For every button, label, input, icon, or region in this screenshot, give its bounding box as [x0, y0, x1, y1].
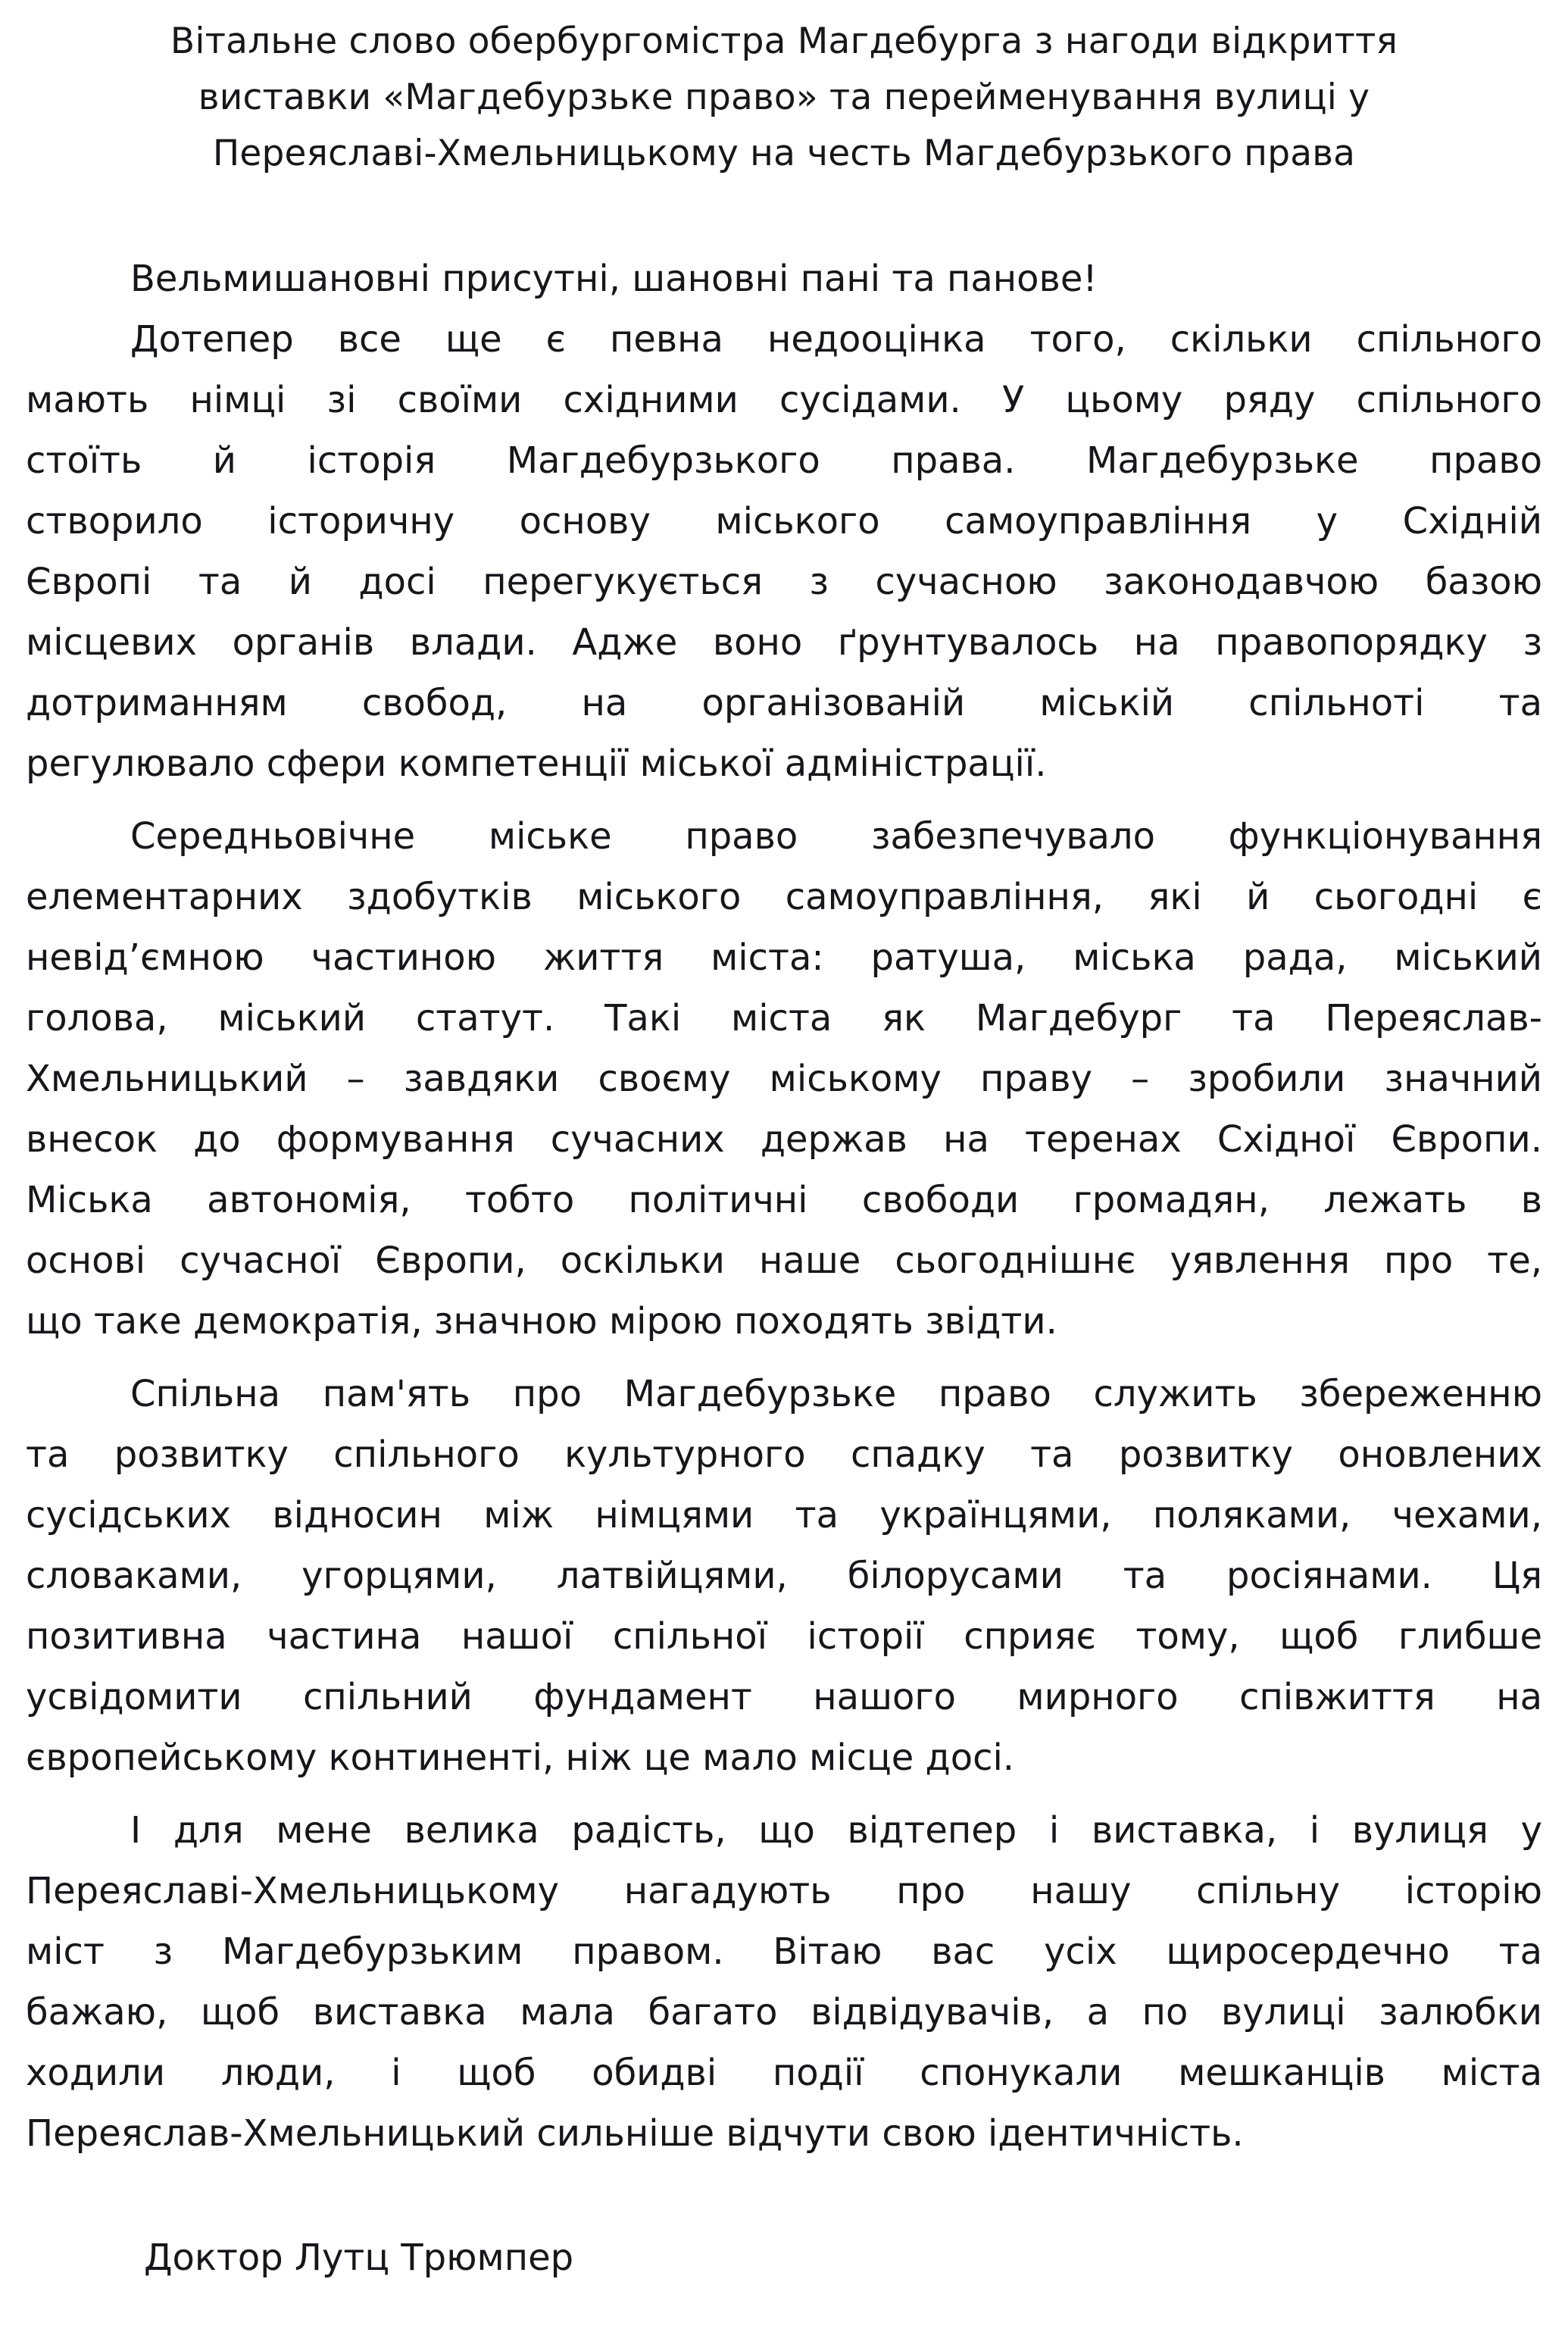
document-title: [0, 14, 1568, 182]
body-line: ходили люди, і щоб обидві події спонукали мешканців міста: [26, 2052, 1542, 2094]
body-line: Середньовічне міське право забезпечувало функціонування: [130, 815, 1542, 858]
body-line: регулювало сфери компетенції міської адміністрації.: [26, 742, 1047, 785]
body-line: І для мене велика радість, що відтепер і виставка, і вулиця у: [130, 1809, 1542, 1852]
body-line: Переяслав-Хмельницький сильніше відчути свою ідентичність.: [26, 2112, 1244, 2155]
body-line: що таке демократія, значною мірою походять звідти.: [26, 1300, 1057, 1343]
body-line: елементарних здобутків міського самоуправління, які й сьогодні є: [26, 876, 1542, 918]
body-line: міст з Магдебурзьким правом. Вітаю вас усіх щиросердечно та: [26, 1930, 1542, 1973]
title-line: Переяславі-Хмельницькому на честь Магдебурзького права: [212, 133, 1356, 174]
body-line: позитивна частина нашої спільної історії сприяє тому, щоб глибше: [26, 1615, 1542, 1658]
body-line: стоїть й історія Магдебурзького права. Магдебурзьке право: [26, 439, 1542, 482]
body-line: сусідських відносин між німцями та українцями, поляками, чехами,: [26, 1494, 1542, 1536]
body-line: Спільна пам'ять про Магдебурзьке право служить збереженню: [130, 1373, 1542, 1415]
title-line: виставки «Магдебурзьке право» та перейменування вулиці у: [198, 77, 1370, 118]
body-line: невід’ємною частиною життя міста: ратуша, міська рада, міський: [26, 936, 1542, 979]
body-line: усвідомити спільний фундамент нашого мирного співжиття на: [26, 1676, 1542, 1718]
body-line: Міська автономія, тобто політичні свободи громадян, лежать в: [26, 1179, 1542, 1221]
body-line: Хмельницький – завдяки своєму міському праву – зробили значний: [26, 1058, 1542, 1100]
body-line: голова, міський статут. Такі міста як Магдебург та Переяслав-: [26, 997, 1542, 1039]
salutation: Вельмишановні присутні, шановні пані та панове!: [130, 258, 1098, 300]
body-line: словаками, угорцями, латвійцями, білорусами та росіянами. Ця: [26, 1555, 1542, 1597]
body-line: європейському континенті, ніж це мало місце досі.: [26, 1736, 1015, 1779]
body-line: Переяславі-Хмельницькому нагадують про нашу спільну історію: [26, 1870, 1542, 1912]
body-line: бажаю, щоб виставка мала багато відвідувачів, а по вулиці залюбки: [26, 1991, 1542, 2033]
body-line: Європі та й досі перегукується з сучасною законодавчою базою: [26, 561, 1542, 603]
body-line: основі сучасної Європи, оскільки наше сьогоднішнє уявлення про те,: [26, 1239, 1542, 1282]
body-line: Дотепер все ще є певна недооцінка того, скільки спільного: [130, 318, 1542, 361]
body-line: створило історичну основу міського самоуправління у Східній: [26, 500, 1542, 542]
body-line: дотриманням свобод, на організованій міській спільноті та: [26, 682, 1542, 724]
body-line: внесок до формування сучасних держав на теренах Східної Європи.: [26, 1118, 1542, 1161]
body-line: мають німці зі своїми східними сусідами. У цьому ряду спільного: [26, 379, 1542, 421]
body-line: місцевих органів влади. Адже воно ґрунтувалось на правопорядку з: [26, 621, 1542, 664]
title-line: Вітальне слово обербургомістра Магдебурга з нагоди відкриття: [170, 20, 1398, 62]
body-line: та розвитку спільного культурного спадку та розвитку оновлених: [26, 1433, 1542, 1476]
signature: Доктор Лутц Трюмпер: [144, 2237, 574, 2279]
